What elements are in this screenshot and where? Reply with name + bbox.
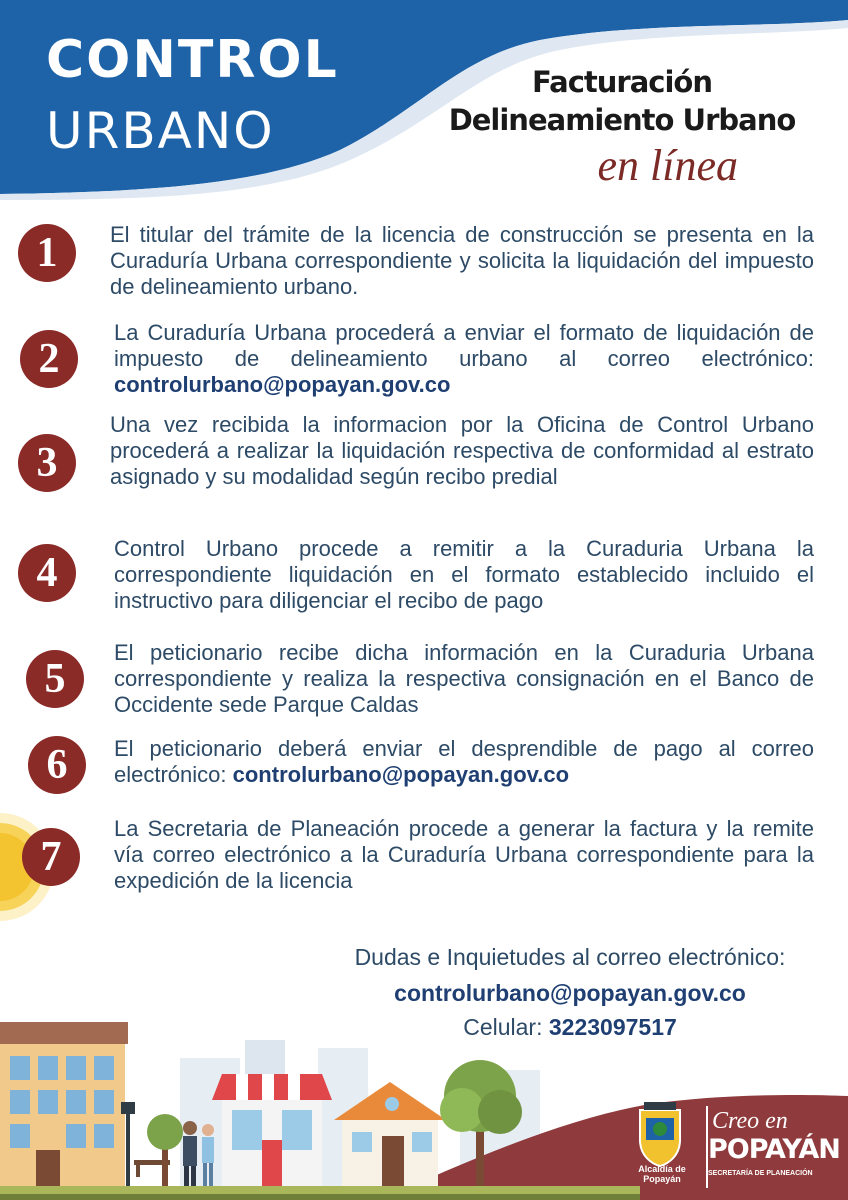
alcaldia-logo-text: Alcaldía de Popayán — [638, 1164, 686, 1184]
step-text — [114, 320, 814, 398]
step-text: El peticionario recibe dicha información en la Curaduria Urbana correspondiente y realiza la respectiva consignación en el Banco de Occidente sede Parque Caldas — [114, 640, 814, 717]
step-number-badge: 6 — [28, 736, 86, 794]
step-text: Control Urbano procede a remitir a la Curaduria Urbana la correspondiente liquidación en el formato establecido incluido el instructivo para diligenciar el recibo de pago — [114, 536, 814, 613]
step-number-badge: 5 — [26, 650, 84, 708]
subtitle-delineamiento: Delineamiento Urbano — [448, 103, 796, 137]
phone-number[interactable]: 3223097517 — [548, 1014, 677, 1040]
subtitle-en-linea: en línea — [597, 141, 738, 190]
step-number-badge: 4 — [18, 544, 76, 602]
step-number-badge: 1 — [18, 224, 76, 282]
step-text — [114, 736, 814, 788]
step-number-badge: 7 — [22, 828, 80, 886]
step-text: El titular del trámite de la licencia de construcción se presenta en la Curaduría Urbana correspondiente y solicita la liquidación del impuesto de delineamiento urbano. — [110, 222, 814, 299]
contact-email-link[interactable]: controlurbano@popayan.gov.co — [394, 980, 746, 1006]
subtitle-facturacion: Facturación — [532, 65, 712, 99]
header-title-urbano: URBANO — [46, 102, 275, 160]
slogan-creo-en: Creo en — [712, 1108, 788, 1134]
slogan-popayan: POPAYÁN — [708, 1134, 840, 1165]
header-title-control: CONTROL — [46, 30, 339, 90]
contact-intro: Dudas e Inquietudes al correo electrónico: — [354, 944, 786, 970]
step-text: Una vez recibida la informacion por la Oficina de Control Urbano procederá a realizar la liquidación respectiva de conformidad al estrato asignado y su modalidad según recibo predial — [110, 412, 814, 489]
step-text-body: El peticionario deberá enviar el desprendible de pago al correo electrónico: — [114, 736, 814, 787]
step-text-body: La Curaduría Urbana procederá a enviar el formato de liquidación de impuesto de delineamiento urbano al correo electrónico: — [114, 320, 814, 371]
step-number-badge: 2 — [20, 330, 78, 388]
email-link[interactable]: controlurbano@popayan.gov.co — [114, 372, 451, 397]
email-link[interactable]: controlurbano@popayan.gov.co — [232, 762, 570, 787]
step-text: La Secretaria de Planeación procede a generar la factura y la remite vía correo electrónico a la Curaduría Urbana correspondiente para la expedición de la licencia — [114, 816, 814, 893]
secretaria-planeacion-label: SECRETARÍA DE PLANEACIÓN — [708, 1170, 813, 1177]
phone-label: Celular: — [463, 1014, 549, 1040]
step-number-badge: 3 — [18, 434, 76, 492]
